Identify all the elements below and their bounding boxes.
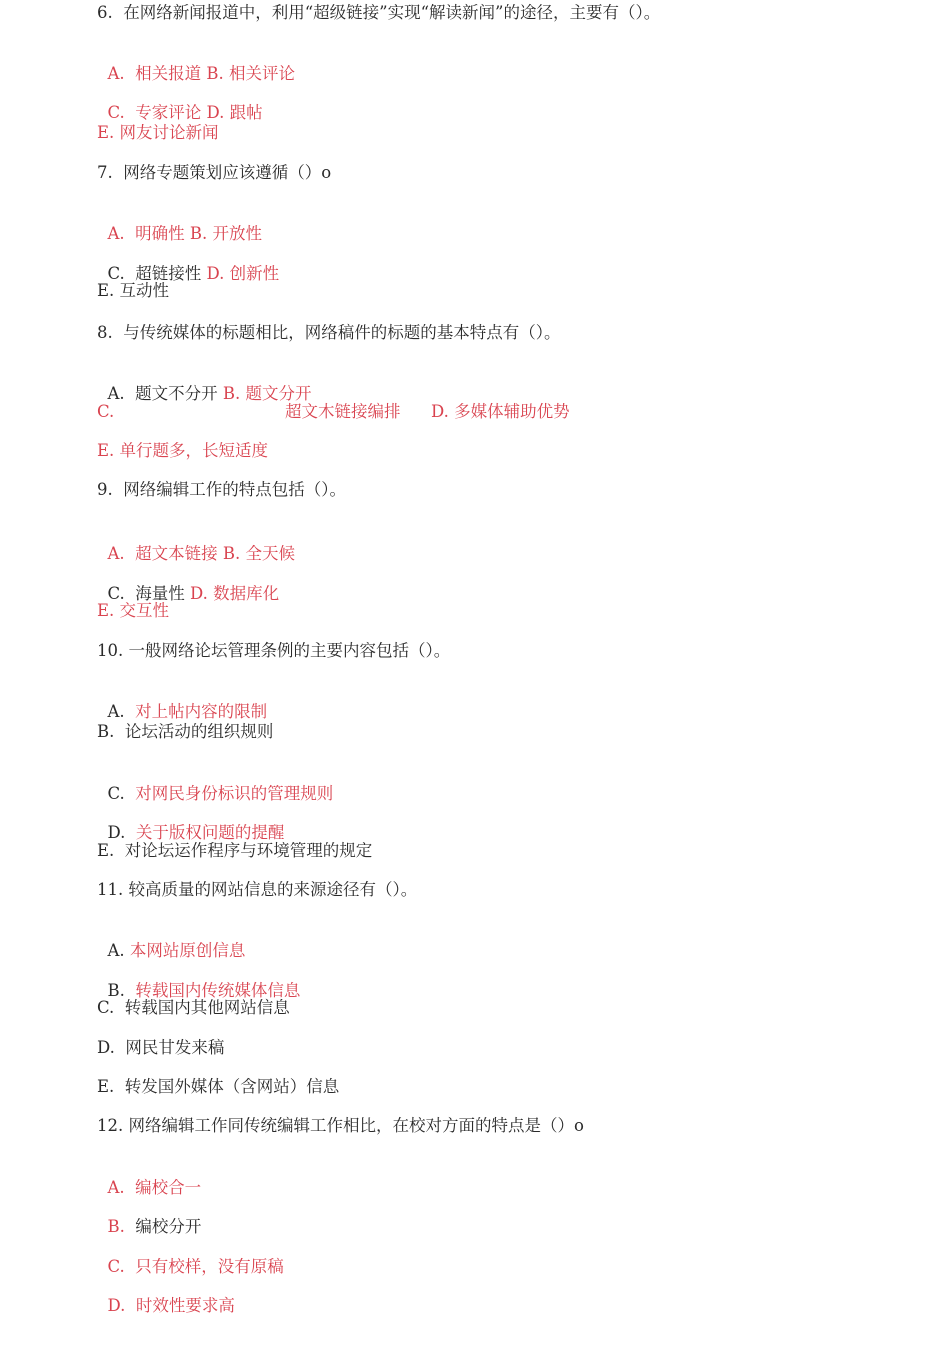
q9-options-ab xyxy=(97,521,295,565)
q6-opt-c-prefix: C. xyxy=(107,103,136,122)
q11-opt-e: E. 转发国外媒体（含网站）信息 xyxy=(97,1077,340,1096)
q7-opt-c: C. 超链接性 xyxy=(107,264,202,283)
q7-opt-d: D. 创新性 xyxy=(201,264,280,283)
q10-opt-d: 关于版权问题的提醒 xyxy=(135,823,285,842)
q10-opt-e: E. 对论坛运作程序与环境管理的规定 xyxy=(97,841,373,860)
q10-option-a xyxy=(97,679,267,723)
question-8: 8. 与传统媒体的标题相比，网络稿件的标题的基本特点有（）。 xyxy=(97,323,561,342)
q6-opt-b: B. 相关评论 xyxy=(201,64,296,83)
q7-opt-b: B. 开放性 xyxy=(184,224,263,243)
q9-opt-a: 超文本链接 xyxy=(135,544,218,563)
q8-opt-a: A. 题文不分开 xyxy=(107,384,218,403)
q11-opt-b: 转载国内传统媒体信息 xyxy=(135,981,301,1000)
question-12: 12. 网络编辑工作同传统编辑工作相比，在校对方面的特点是（）o xyxy=(97,1116,584,1135)
q12-option-d xyxy=(97,1273,235,1317)
q8-opt-c: 超文木链接编排 xyxy=(285,402,401,421)
q12-option-c xyxy=(97,1234,284,1278)
q12-opt-a: 编校合一 xyxy=(135,1178,202,1197)
q7-opt-e: E. 互动性 xyxy=(97,281,170,300)
q6-opt-c: 专家评论 xyxy=(135,103,202,122)
q7-options-ab xyxy=(97,201,262,245)
question-9: 9. 网络编辑工作的特点包括（）。 xyxy=(97,480,346,499)
q9-opt-c: C. 海量性 xyxy=(107,584,185,603)
q12-opt-a-prefix: A. xyxy=(107,1178,136,1197)
q10-opt-d-prefix: D. xyxy=(107,823,136,842)
q12-opt-c: 只有校样，没有原稿 xyxy=(135,1257,284,1276)
q11-opt-c: C. 转载国内其他网站信息 xyxy=(97,998,290,1017)
q11-opt-a-prefix: A. xyxy=(107,941,130,960)
q8-opt-b: B. 题文分开 xyxy=(217,384,312,403)
q11-opt-d: D. 网民甘发来稿 xyxy=(97,1038,225,1057)
q8-opt-c-prefix: C. xyxy=(97,402,115,421)
q11-option-a xyxy=(97,918,245,962)
q12-opt-c-prefix: C. xyxy=(107,1257,136,1276)
q6-opt-a-prefix: A. xyxy=(107,64,136,83)
q6-opt-a: 相关报道 xyxy=(135,64,202,83)
q8-opt-e: E. 单行题多，长短适度 xyxy=(97,441,269,460)
q6-options-cd xyxy=(97,80,263,124)
q6-opt-e: E. 网友讨论新闻 xyxy=(97,123,219,142)
q6-opt-d: D. 跟帖 xyxy=(201,103,263,122)
q9-opt-e: E. 交互性 xyxy=(97,601,170,620)
question-6: 6. 在网络新闻报道中，利用“超级链接”实现“解读新闻”的途径，主要有（）。 xyxy=(97,3,661,22)
q12-opt-b-prefix: B. xyxy=(107,1217,136,1236)
q6-options-ab xyxy=(97,41,295,85)
q10-option-d xyxy=(97,800,284,844)
q12-option-b xyxy=(97,1194,201,1238)
q10-opt-a-prefix: A. xyxy=(107,702,136,721)
q11-option-b xyxy=(97,958,300,1002)
q9-opt-b: B. 全天候 xyxy=(217,544,296,563)
q7-opt-a: 明确性 xyxy=(135,224,185,243)
q9-options-cd xyxy=(97,561,279,605)
question-7: 7. 网络专题策划应该遵循（）o xyxy=(97,163,332,182)
q10-opt-a: 对上帖内容的限制 xyxy=(135,702,268,721)
q12-option-a xyxy=(97,1155,201,1199)
question-10: 10. 一般网络论坛管理条例的主要内容包括（）。 xyxy=(97,641,451,660)
q9-opt-d: D. 数据库化 xyxy=(184,584,280,603)
q10-option-c xyxy=(97,761,333,805)
q11-opt-a: 本网站原创信息 xyxy=(129,941,246,960)
q11-opt-b-prefix: B. xyxy=(107,981,136,1000)
q12-opt-d-prefix: D. xyxy=(107,1296,136,1315)
question-11: 11. 较高质量的网站信息的来源途径有（）。 xyxy=(97,880,418,899)
q10-opt-c-prefix: C. xyxy=(107,784,136,803)
q7-opt-a-prefix: A. xyxy=(107,224,136,243)
q9-opt-a-prefix: A. xyxy=(107,544,136,563)
q10-opt-b: B. 论坛活动的组织规则 xyxy=(97,722,274,741)
q7-options-cd xyxy=(97,241,279,285)
q8-options-ab xyxy=(97,361,312,405)
q8-opt-d: D. 多媒体辅助优势 xyxy=(431,402,570,421)
q12-opt-b: 编校分开 xyxy=(135,1217,202,1236)
q12-opt-d: 时效性要求高 xyxy=(135,1296,235,1315)
q10-opt-c: 对网民身份标识的管理规则 xyxy=(135,784,334,803)
